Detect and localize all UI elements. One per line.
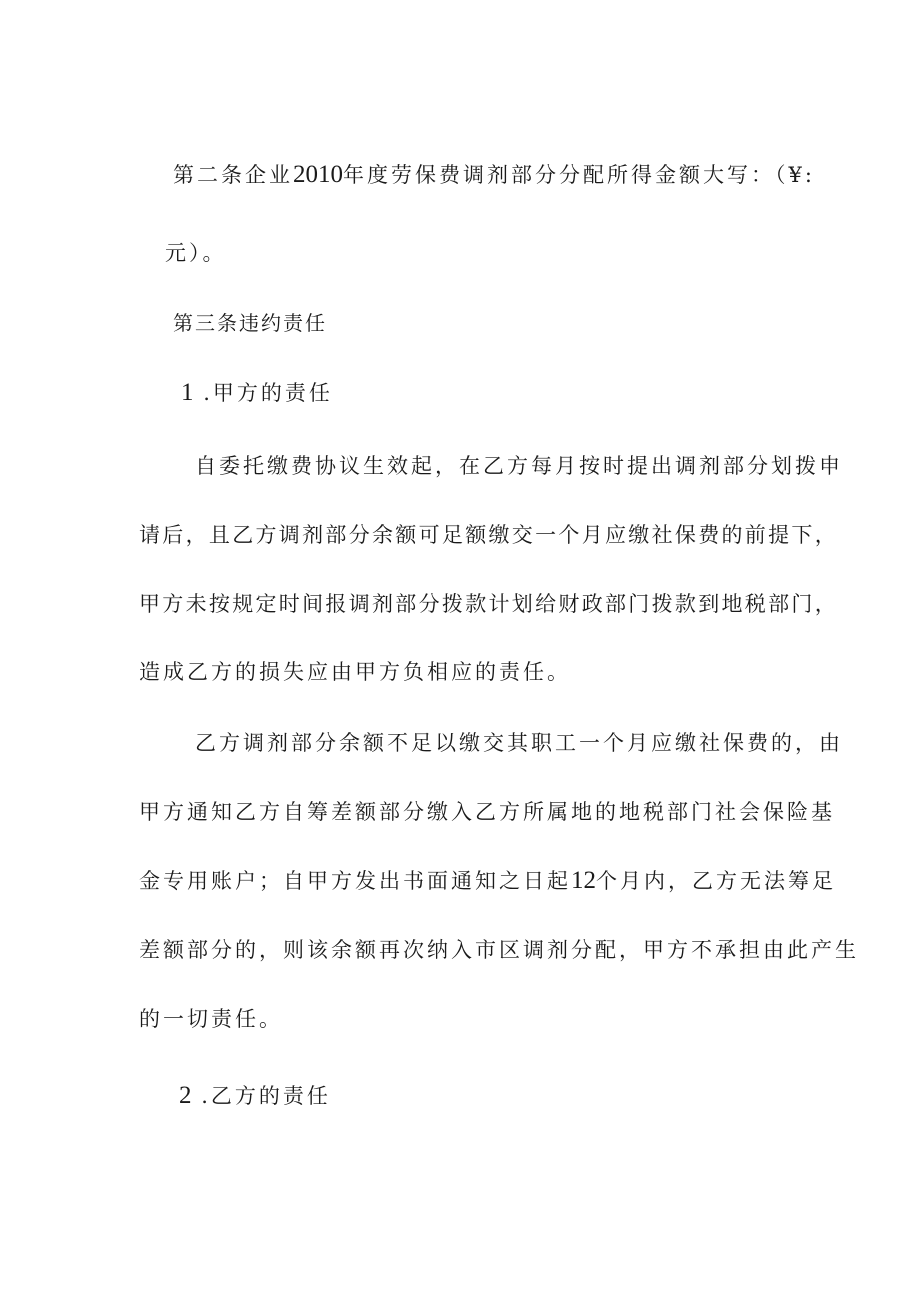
article3-title: 第三条违约责任 xyxy=(173,311,327,335)
para2-line3 xyxy=(139,866,836,896)
section2-heading xyxy=(179,1081,331,1111)
article2-line1 xyxy=(173,160,815,190)
section2-number: 2 xyxy=(179,1082,192,1109)
para1-line3: 甲方未按规定时间报调剂部分拨款计划给财政部门拨款到地税部门， xyxy=(139,592,838,616)
para1-line1: 自委托缴费协议生效起，在乙方每月按时提出调剂部分划拨申 xyxy=(195,454,843,478)
section1-heading xyxy=(181,378,333,408)
para1-line2: 请后，且乙方调剂部分余额可足额缴交一个月应缴社保费的前提下， xyxy=(139,523,838,547)
section2-title: .乙方的责任 xyxy=(201,1084,331,1108)
para1-line4: 造成乙方的损失应由甲方负相应的责任。 xyxy=(139,660,571,684)
para2-line5: 的一切责任。 xyxy=(139,1007,283,1031)
section1-title: .甲方的责任 xyxy=(203,381,333,405)
article2-line1-post: 年度劳保费调剂部分分配所得金额大写：（¥: xyxy=(343,163,815,187)
para2-line3-post: 个月内，乙方无法筹足 xyxy=(596,869,836,893)
para2-line3-pre: 金专用账户；自甲方发出书面通知之日起 xyxy=(139,869,571,893)
article2-line2: 元）。 xyxy=(165,241,227,265)
para2-line2: 甲方通知乙方自筹差额部分缴入乙方所属地的地税部门社会保险基 xyxy=(139,800,835,824)
article2-line1-pre: 第二条企业 xyxy=(173,163,293,187)
para2-months-number: 12 xyxy=(571,867,596,894)
section1-number: 1 xyxy=(181,379,194,406)
para2-line1: 乙方调剂部分余额不足以缴交其职工一个月应缴社保费的，由 xyxy=(195,731,843,755)
article2-year: 2010 xyxy=(293,161,343,188)
para2-line4: 差额部分的，则该余额再次纳入市区调剂分配，甲方不承担由此产生 xyxy=(139,938,859,962)
